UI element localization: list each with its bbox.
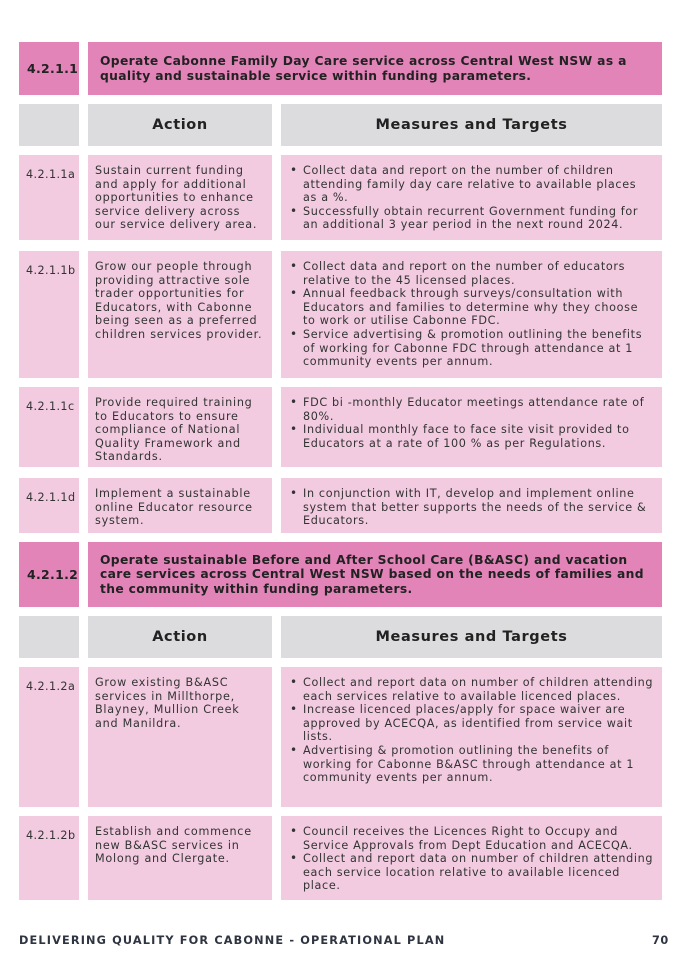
column-header-action: Action xyxy=(88,616,272,658)
section-code: 4.2.1.2 xyxy=(19,542,79,607)
section-title: Operate sustainable Before and After School Care (B&ASC) and vacation care services across Central West NSW based on the needs of families and the community within funding parameters. xyxy=(88,542,662,607)
measure-item: • FDC bi -monthly Educator meetings attendance rate of 80%. xyxy=(290,396,654,423)
row-measures xyxy=(281,667,662,807)
row-code: 4.2.1.1b xyxy=(19,251,79,378)
measure-item: • Individual monthly face to face site visit provided to Educators at a rate of 100 % as per Regulations. xyxy=(290,423,654,450)
row-code: 4.2.1.2b xyxy=(19,816,79,900)
measure-item: • Advertising & promotion outlining the benefits of working for Cabonne B&ASC through attendance at 1 community events per annum. xyxy=(290,744,654,785)
row-action: Grow our people through providing attractive sole trader opportunities for Educators, with Cabonne being seen as a preferred children services provider. xyxy=(88,251,272,378)
measure-item: • Service advertising & promotion outlining the benefits of working for Cabonne FDC through attendance at 1 community events per annum. xyxy=(290,328,654,369)
section-code: 4.2.1.1 xyxy=(19,42,79,95)
row-action: Establish and commence new B&ASC services in Molong and Clergate. xyxy=(88,816,272,900)
measure-item: • Increase licenced places/apply for space waiver are approved by ACECQA, as identified from service wait lists. xyxy=(290,703,654,744)
row-code: 4.2.1.1d xyxy=(19,478,79,533)
measure-item: • In conjunction with IT, develop and implement online system that better supports the needs of the service & Educators. xyxy=(290,487,654,528)
measure-item: • Successfully obtain recurrent Government funding for an additional 3 year period in the next round 2024. xyxy=(290,205,654,232)
column-header-blank xyxy=(19,616,79,658)
column-header-action: Action xyxy=(88,104,272,146)
measure-item: • Collect data and report on the number of children attending family day care relative to available places as a %. xyxy=(290,164,654,205)
row-action: Sustain current funding and apply for additional opportunities to enhance service delivery across our service delivery area. xyxy=(88,155,272,240)
footer-title: DELIVERING QUALITY FOR CABONNE - OPERATIONAL PLAN xyxy=(19,934,446,947)
column-header-blank xyxy=(19,104,79,146)
section-title: Operate Cabonne Family Day Care service across Central West NSW as a quality and sustainable service within funding parameters. xyxy=(88,42,662,95)
measure-item: • Collect data and report on the number of educators relative to the 45 licensed places. xyxy=(290,260,654,287)
row-action: Provide required training to Educators to ensure compliance of National Quality Framework and Standards. xyxy=(88,387,272,467)
row-measures xyxy=(281,816,662,900)
row-measures xyxy=(281,478,662,533)
row-measures xyxy=(281,155,662,240)
row-code: 4.2.1.1c xyxy=(19,387,79,467)
column-header-measures: Measures and Targets xyxy=(281,104,662,146)
row-code: 4.2.1.1a xyxy=(19,155,79,240)
row-action: Implement a sustainable online Educator resource system. xyxy=(88,478,272,533)
measure-item: • Council receives the Licences Right to Occupy and Service Approvals from Dept Education and ACECQA. xyxy=(290,825,654,852)
measure-item: • Collect and report data on number of children attending each services relative to available licenced places. xyxy=(290,676,654,703)
column-header-measures: Measures and Targets xyxy=(281,616,662,658)
row-measures xyxy=(281,251,662,378)
row-code: 4.2.1.2a xyxy=(19,667,79,807)
page-number: 70 xyxy=(652,934,669,947)
row-action: Grow existing B&ASC services in Millthorpe, Blayney, Mullion Creek and Manildra. xyxy=(88,667,272,807)
measure-item: • Collect and report data on number of children attending each service location relative to available licenced place. xyxy=(290,852,654,893)
measure-item: • Annual feedback through surveys/consultation with Educators and families to determine why they choose to work or utilise Cabonne FDC. xyxy=(290,287,654,328)
row-measures xyxy=(281,387,662,467)
